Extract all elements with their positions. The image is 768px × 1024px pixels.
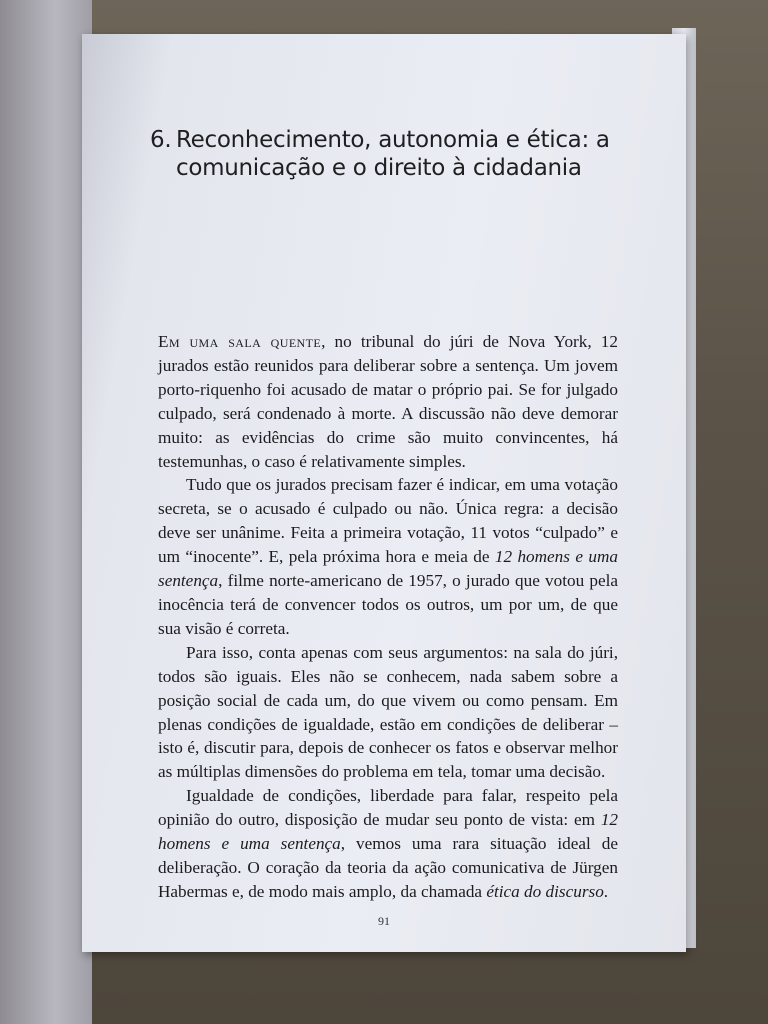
chapter-body [158,330,618,904]
paragraph-3 [158,641,618,784]
chapter-title-line-2: comunicação e o direito à cidadania [176,155,582,181]
paragraph-4-text-b: , vemos uma rara situação ideal de deliberação. O coração da teoria da ação comunicativa de Jürgen Habermas e, de modo mais amplo, da chamada [158,834,618,901]
facing-page-edge [0,0,92,1024]
film-title: 12 homens e uma sentença [158,547,618,591]
paragraph-lead: Em uma sala quente [158,332,322,351]
paragraph-1-text: , no tribunal do júri de Nova York, 12 jurados estão reunidos para deliberar sobre a sentença. Um jovem porto-riquenho foi acusado de matar o próprio pai. Se for julgado culpado, será condenado à morte. A discussão não deve demorar muito: as evidências do crime são muito convincentes, há testemunhas, o caso é relativamente simples. [158,332,618,471]
chapter-number: 6. [150,127,172,153]
paragraph-4-text-a: Igualdade de condições, liberdade para falar, respeito pela opinião do outro, disposição de mudar seu ponto de vista: em [158,786,618,830]
paragraph-4 [158,784,618,904]
paragraph-3-text: Para isso, conta apenas com seus argumentos: na sala do júri, todos são iguais. Eles não se conhecem, nada sabem sobre a posição social de cada um, do que vivem ou como pensam. Em plenas condições de igualdade, estão em condições de deliberar – isto é, discutir para, depois de conhecer os fatos e observar melhor as múltiplas dimensões do problema em tela, tomar uma decisão. [158,642,618,782]
paragraph-2-text-b: , filme norte-americano de 1957, o jurado que votou pela inocência terá de convencer todos os outros, um por um, de que sua visão é correta. [158,571,618,638]
paragraph-2-text-a: Tudo que os jurados precisam fazer é indicar, em uma votação secreta, se o acusado é culpado ou não. Única regra: a decisão deve ser unânime. Feita a primeira votação, 11 votos “culpado” e um “inocente”. E, pela próxima hora e meia de [158,475,618,567]
paragraph-4-text-c: . [603,881,609,901]
film-title: 12 homens e uma sentença [158,810,618,854]
paragraph-2 [158,473,618,640]
page-number: 91 [378,914,390,928]
paragraph-1 [158,330,618,473]
term-italic: ética do discurso [486,881,604,901]
book-page [82,34,686,952]
chapter-title-line-1: Reconhecimento, autonomia e ética: a [176,127,610,153]
chapter-title [150,126,650,182]
